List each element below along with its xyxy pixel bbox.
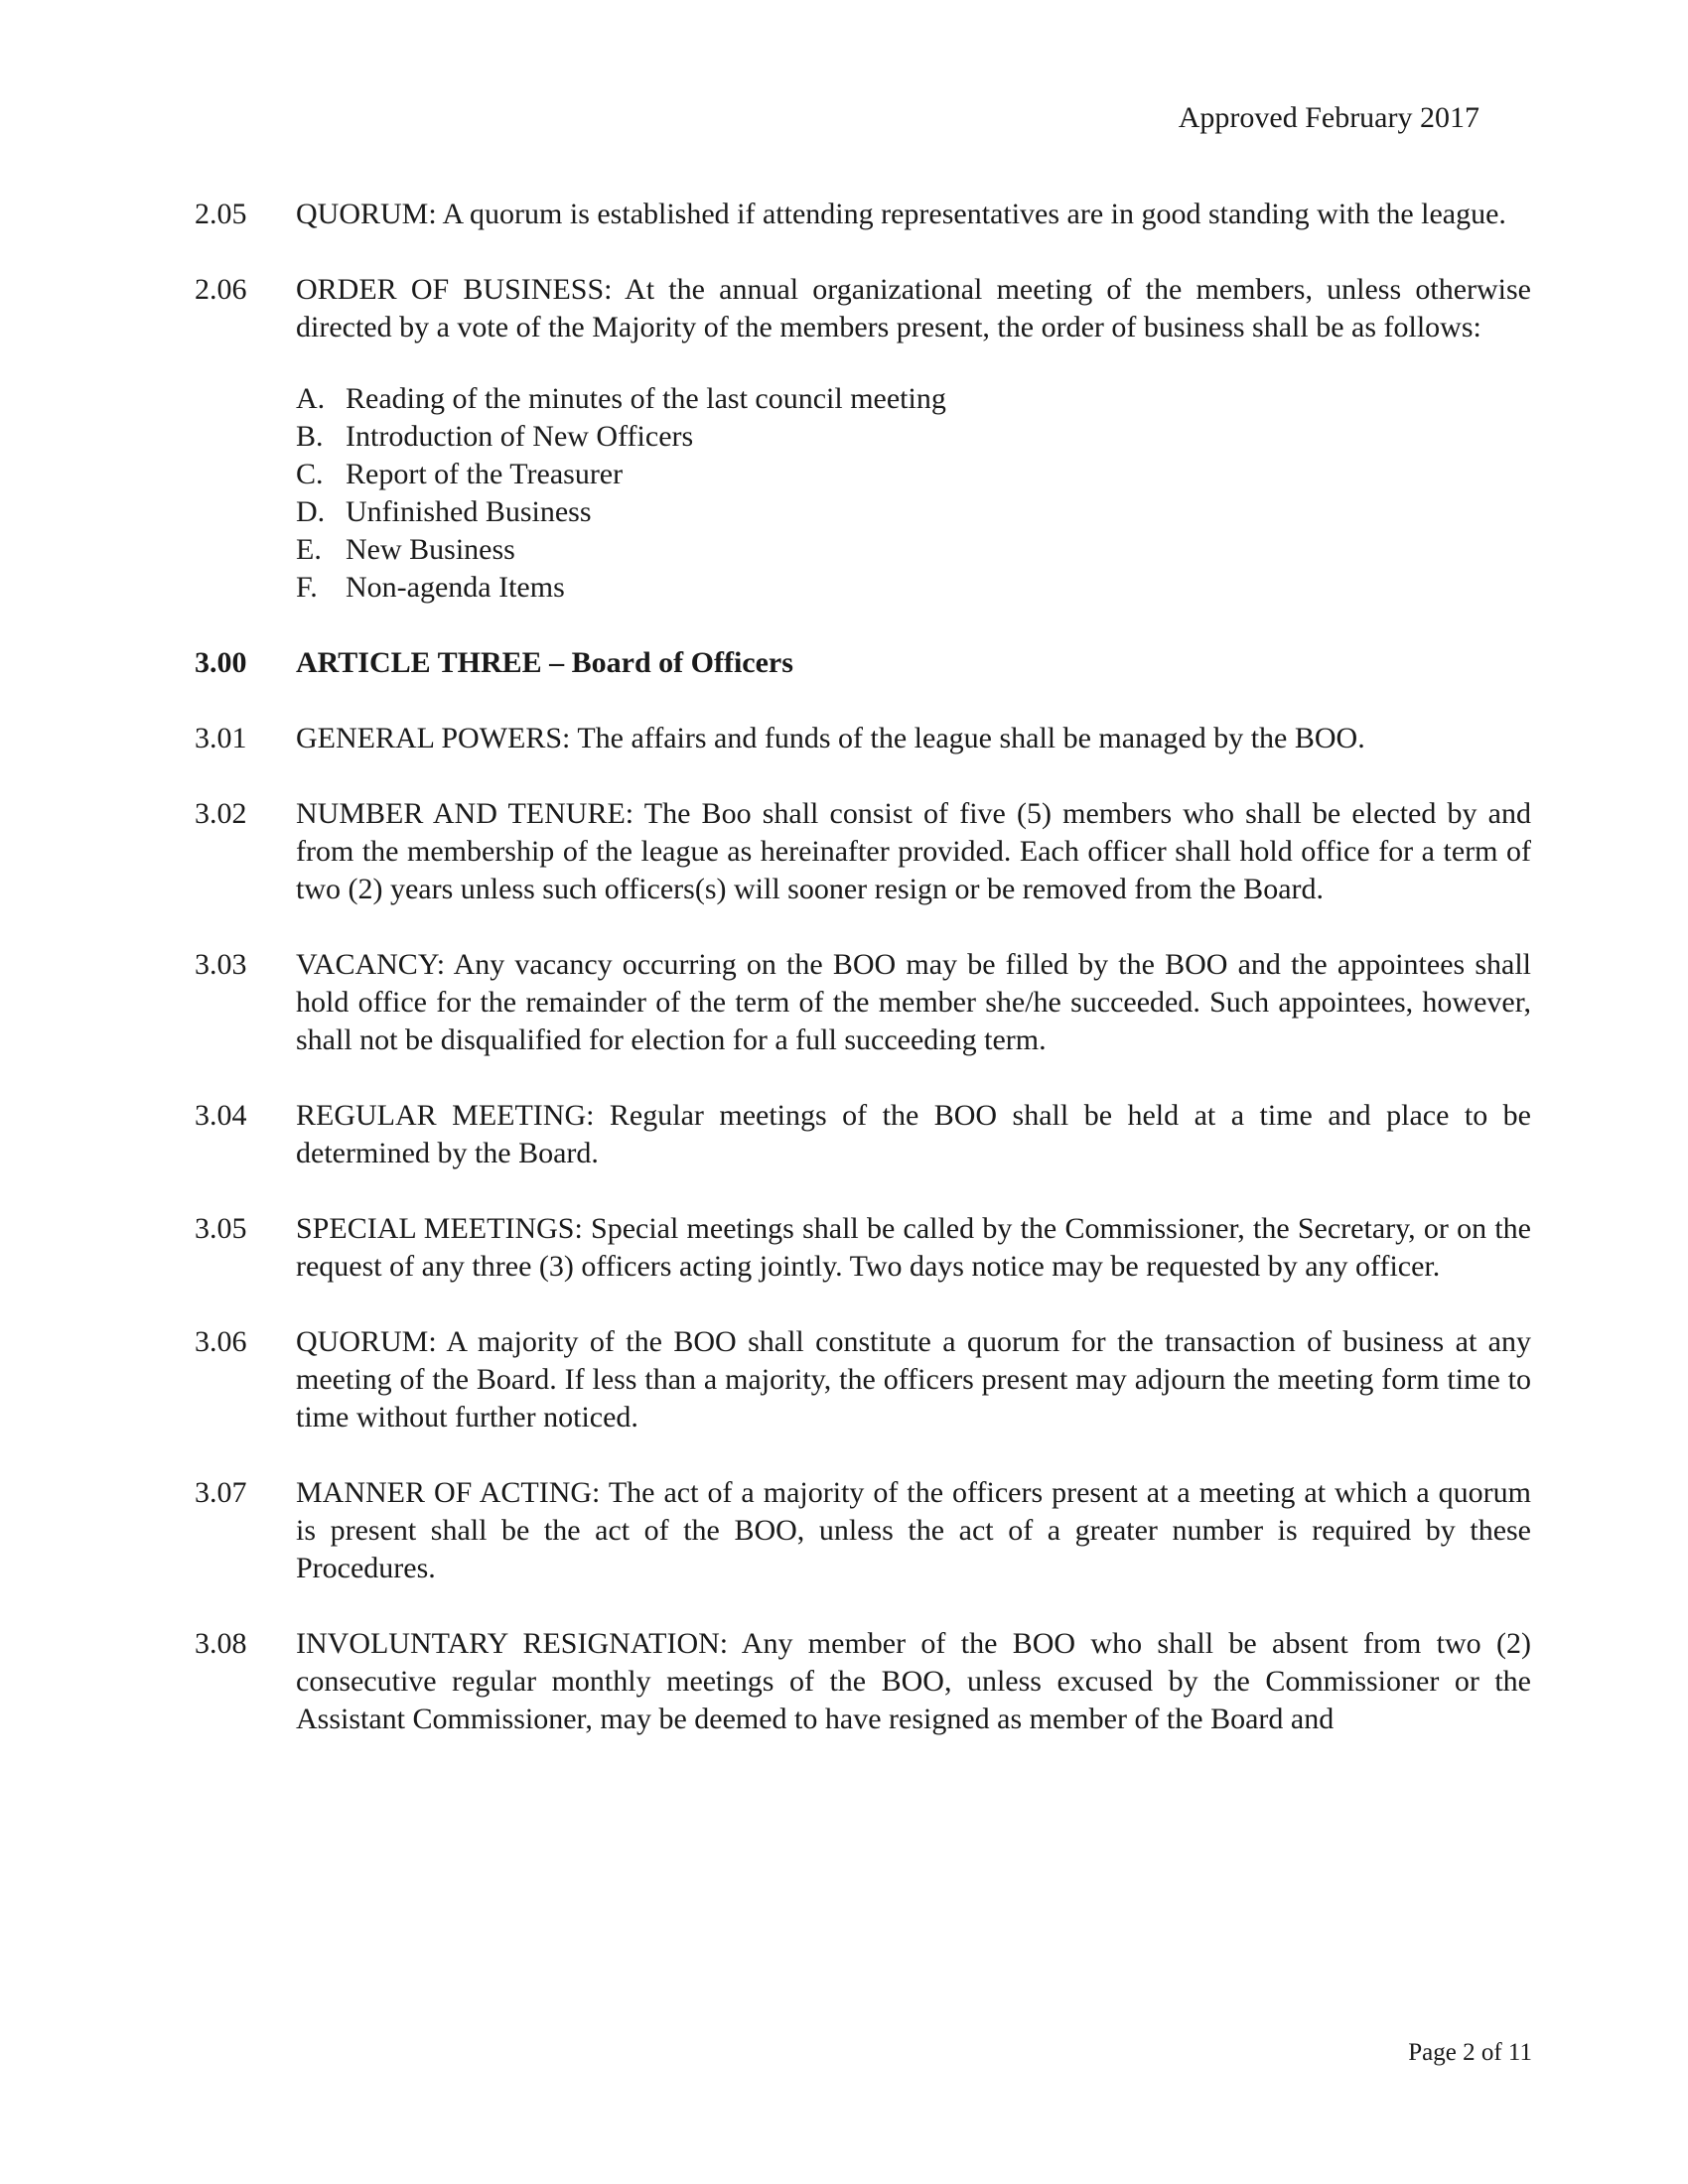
section-text: GENERAL POWERS: The affairs and funds of the league shall be managed by the BOO. bbox=[296, 722, 1365, 754]
section-text: SPECIAL MEETINGS: Special meetings shall be called by the Commissioner, the Secretary, or on the request of any three (3) officers acting jointly. Two days notice may be requested by any officer. bbox=[296, 1212, 1531, 1283]
section-number: 3.02 bbox=[195, 797, 247, 830]
section-number: 3.07 bbox=[195, 1476, 247, 1509]
section-text: MANNER OF ACTING: The act of a majority of the officers present at a meeting at which a quorum is present shall be the act of the BOO, unless the act of a greater number is required by these Procedures. bbox=[296, 1476, 1531, 1584]
section-3-02 bbox=[195, 795, 1531, 908]
list-item bbox=[296, 380, 1531, 418]
list-item-text: Unfinished Business bbox=[346, 495, 592, 528]
list-item-text: Introduction of New Officers bbox=[346, 420, 694, 453]
section-text: NUMBER AND TENURE: The Boo shall consist of five (5) members who shall be elected by and from the membership of the league as hereinafter provided. Each officer shall hold office for a term of two (2) years unless such officers(s) will sooner resign or be removed from the Board. bbox=[296, 797, 1531, 905]
list-item bbox=[296, 418, 1531, 456]
section-number: 2.06 bbox=[195, 273, 247, 306]
section-number: 3.03 bbox=[195, 948, 247, 981]
list-item-letter: D. bbox=[296, 495, 326, 528]
page-number: Page 2 of 11 bbox=[1408, 2039, 1532, 2066]
section-number: 3.04 bbox=[195, 1099, 247, 1132]
list-item-letter: E. bbox=[296, 533, 322, 566]
approval-date: Approved February 2017 bbox=[1178, 101, 1479, 134]
section-2-05 bbox=[195, 196, 1531, 233]
list-item bbox=[296, 569, 1531, 607]
list-item-text: New Business bbox=[346, 533, 515, 566]
section-3-07 bbox=[195, 1474, 1531, 1587]
section-number: 2.05 bbox=[195, 198, 247, 230]
section-2-06 bbox=[195, 271, 1531, 346]
list-item-letter: C. bbox=[296, 458, 324, 490]
section-text: REGULAR MEETING: Regular meetings of the BOO shall be held at a time and place to be determined by the Board. bbox=[296, 1099, 1531, 1169]
section-3-04 bbox=[195, 1097, 1531, 1172]
list-item-letter: F. bbox=[296, 571, 318, 604]
list-item bbox=[296, 531, 1531, 569]
section-text: ORDER OF BUSINESS: At the annual organizational meeting of the members, unless otherwise directed by a vote of the Majority of the members present, the order of business shall be as follows: bbox=[296, 273, 1531, 343]
list-item-text: Reading of the minutes of the last council meeting bbox=[346, 382, 946, 415]
document-body bbox=[195, 196, 1531, 1776]
section-3-06 bbox=[195, 1323, 1531, 1436]
list-item bbox=[296, 493, 1531, 531]
list-item-letter: A. bbox=[296, 382, 326, 415]
list-item-text: Report of the Treasurer bbox=[346, 458, 624, 490]
section-3-03 bbox=[195, 946, 1531, 1059]
section-3-08 bbox=[195, 1625, 1531, 1738]
section-text: VACANCY: Any vacancy occurring on the BOO may be filled by the BOO and the appointees shall hold office for the remainder of the term of the member she/he succeeded. Such appointees, however, shall not be disqualified for election for a full succeeding term. bbox=[296, 948, 1531, 1056]
section-number: 3.06 bbox=[195, 1325, 247, 1358]
section-3-01 bbox=[195, 720, 1531, 757]
section-text: INVOLUNTARY RESIGNATION: Any member of the BOO who shall be absent from two (2) consecutive regular monthly meetings of the BOO, unless excused by the Commissioner or the Assistant Commissioner, may be deemed to have resigned as member of the Board and bbox=[296, 1627, 1531, 1735]
order-of-business-list bbox=[296, 380, 1531, 607]
article-title: ARTICLE THREE – Board of Officers bbox=[296, 646, 793, 679]
section-3-05 bbox=[195, 1210, 1531, 1286]
section-text: QUORUM: A quorum is established if attending representatives are in good standing with the league. bbox=[296, 198, 1506, 230]
list-item-text: Non-agenda Items bbox=[346, 571, 565, 604]
section-text: QUORUM: A majority of the BOO shall constitute a quorum for the transaction of business at any meeting of the Board. If less than a majority, the officers present may adjourn the meeting form time to time without further noticed. bbox=[296, 1325, 1531, 1433]
list-item-letter: B. bbox=[296, 420, 324, 453]
section-number: 3.01 bbox=[195, 722, 247, 754]
section-number: 3.05 bbox=[195, 1212, 247, 1245]
article-number: 3.00 bbox=[195, 646, 247, 679]
section-number: 3.08 bbox=[195, 1627, 247, 1660]
article-three-heading bbox=[195, 644, 1531, 682]
list-item bbox=[296, 456, 1531, 493]
